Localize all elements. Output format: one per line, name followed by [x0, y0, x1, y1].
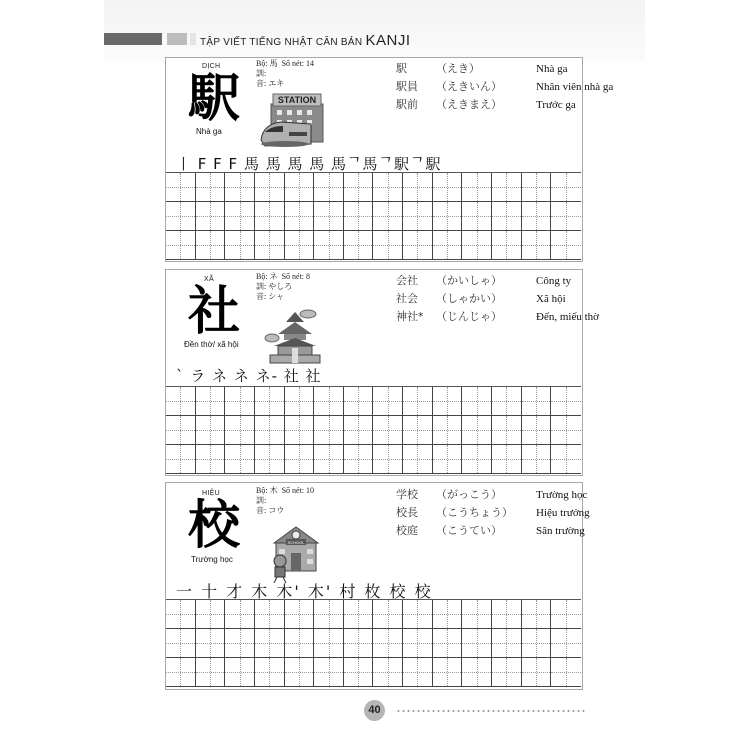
vocab-word: 社会	[396, 292, 418, 305]
practice-cell[interactable]	[403, 416, 433, 445]
practice-cell[interactable]	[492, 173, 522, 202]
practice-cell[interactable]	[522, 600, 552, 629]
practice-cell[interactable]	[403, 202, 433, 231]
practice-cell[interactable]	[344, 231, 374, 260]
vocab-item	[396, 290, 599, 308]
practice-cell[interactable]	[462, 658, 492, 687]
radical-label: Bộ:	[256, 486, 268, 495]
vocab-item	[396, 522, 590, 540]
vocab-word: 駅員	[396, 80, 418, 93]
vocab-meaning: Sân trường	[536, 525, 585, 537]
kanji-meaning: Nhà ga	[196, 127, 222, 136]
practice-cell[interactable]	[403, 658, 433, 687]
practice-cell[interactable]	[492, 629, 522, 658]
practice-cell[interactable]	[166, 658, 196, 687]
radical-label: Bộ:	[256, 59, 268, 68]
vocab-reading: （こうちょう）	[436, 506, 513, 519]
on-label: 音:	[256, 292, 267, 301]
practice-cell[interactable]	[373, 658, 403, 687]
stroke-count-label: Số nét:	[281, 59, 305, 68]
radical: 木	[269, 486, 278, 495]
practice-cell[interactable]	[255, 173, 285, 202]
practice-cell[interactable]	[522, 202, 552, 231]
practice-cell[interactable]	[551, 387, 581, 416]
stroke-order: 丨 F F F 馬 馬 馬 馬 馬ᄀ馬ᄀ駅ᄀ駅	[176, 155, 442, 173]
practice-cell[interactable]	[522, 387, 552, 416]
practice-cell[interactable]	[462, 416, 492, 445]
practice-cell[interactable]	[373, 629, 403, 658]
kun-label: 訓:	[256, 69, 267, 78]
practice-cell[interactable]	[344, 202, 374, 231]
practice-cell[interactable]	[225, 600, 255, 629]
vocab-word: 学校	[396, 488, 418, 501]
practice-cell[interactable]	[462, 231, 492, 260]
practice-cell[interactable]	[551, 202, 581, 231]
vocab-item	[396, 78, 613, 96]
practice-cell[interactable]	[403, 600, 433, 629]
practice-cell[interactable]	[522, 658, 552, 687]
train-station-illustration	[259, 92, 329, 150]
practice-cell[interactable]	[285, 416, 315, 445]
vocab-item	[396, 486, 590, 504]
vocab-reading: （こうてい）	[436, 524, 502, 537]
practice-cell[interactable]	[373, 416, 403, 445]
book-title-kanji: KANJI	[365, 32, 411, 49]
practice-cell[interactable]	[225, 202, 255, 231]
practice-cell[interactable]	[314, 600, 344, 629]
practice-cell[interactable]	[373, 387, 403, 416]
kun-label: 訓:	[256, 282, 267, 291]
header-bar-lighter	[190, 33, 196, 45]
practice-cell[interactable]	[462, 445, 492, 474]
stroke-count-label: Số nét:	[281, 272, 305, 281]
vocab-meaning: Trường học	[536, 489, 588, 501]
vocab-reading: （かいしゃ）	[436, 274, 502, 287]
practice-cell[interactable]	[403, 629, 433, 658]
practice-cell[interactable]	[225, 629, 255, 658]
practice-cell[interactable]	[403, 387, 433, 416]
practice-cell[interactable]	[314, 416, 344, 445]
vocab-item	[396, 308, 599, 326]
practice-cell[interactable]	[196, 629, 226, 658]
practice-cell[interactable]	[285, 445, 315, 474]
practice-cell[interactable]	[522, 416, 552, 445]
practice-cell[interactable]	[433, 202, 463, 231]
hanviet-reading: HIỆU	[202, 490, 220, 497]
svg-text:STATION: STATION	[277, 95, 317, 105]
practice-cell[interactable]	[551, 629, 581, 658]
practice-cell[interactable]	[166, 600, 196, 629]
practice-cell[interactable]	[255, 387, 285, 416]
vocab-word: 校庭	[396, 524, 418, 537]
practice-cell[interactable]	[166, 387, 196, 416]
vocab-item	[396, 96, 613, 114]
practice-cell[interactable]	[344, 173, 374, 202]
practice-cell[interactable]	[285, 658, 315, 687]
practice-cell[interactable]	[225, 658, 255, 687]
practice-cell[interactable]	[255, 231, 285, 260]
practice-cell[interactable]	[166, 231, 196, 260]
practice-cell[interactable]	[255, 629, 285, 658]
vocab-meaning: Công ty	[536, 275, 572, 287]
practice-cell[interactable]	[225, 445, 255, 474]
practice-cell[interactable]	[373, 231, 403, 260]
kanji-character: 校	[188, 496, 241, 556]
vocab-meaning: Hiệu trưởng	[536, 507, 590, 519]
practice-grid[interactable]	[166, 172, 581, 260]
practice-cell[interactable]	[285, 600, 315, 629]
practice-cell[interactable]	[344, 600, 374, 629]
practice-cell[interactable]	[196, 445, 226, 474]
stroke-count-label: Số nét:	[281, 486, 305, 495]
practice-cell[interactable]	[373, 600, 403, 629]
on-reading: コウ	[268, 506, 285, 515]
practice-cell[interactable]	[492, 600, 522, 629]
vocab-reading: （えき）	[436, 62, 480, 75]
practice-cell[interactable]	[344, 658, 374, 687]
practice-cell[interactable]	[225, 231, 255, 260]
practice-cell[interactable]	[285, 173, 315, 202]
kanji-info	[256, 272, 310, 302]
practice-cell[interactable]	[344, 387, 374, 416]
vocab-item	[396, 272, 599, 290]
radical-label: Bộ:	[256, 272, 268, 281]
vocabulary-list	[396, 60, 613, 114]
practice-cell[interactable]	[255, 202, 285, 231]
practice-cell[interactable]	[492, 202, 522, 231]
practice-cell[interactable]	[166, 173, 196, 202]
practice-cell[interactable]	[492, 658, 522, 687]
practice-grid[interactable]	[166, 599, 581, 687]
practice-cell[interactable]	[196, 231, 226, 260]
kanji-info	[256, 59, 314, 89]
practice-cell[interactable]	[196, 658, 226, 687]
practice-cell[interactable]	[314, 202, 344, 231]
practice-cell[interactable]	[373, 445, 403, 474]
radical: ネ	[269, 272, 278, 281]
practice-cell[interactable]	[522, 629, 552, 658]
practice-cell[interactable]	[433, 387, 463, 416]
svg-text:SCHOOL: SCHOOL	[287, 540, 305, 545]
practice-cell[interactable]	[522, 445, 552, 474]
stroke-order: ` ラ ネ ネ ネ- 社 社	[176, 367, 322, 385]
vocab-word: 会社	[396, 274, 418, 287]
practice-cell[interactable]	[433, 416, 463, 445]
vocab-reading: （がっこう）	[436, 488, 502, 501]
practice-cell[interactable]	[166, 416, 196, 445]
hanviet-reading: XÃ	[204, 276, 214, 283]
vocab-meaning: Trước ga	[536, 99, 576, 111]
book-title	[200, 32, 411, 49]
practice-cell[interactable]	[433, 231, 463, 260]
header-bar-dark	[104, 33, 162, 45]
stroke-count: 14	[306, 59, 315, 68]
practice-cell[interactable]	[492, 231, 522, 260]
practice-cell[interactable]	[522, 231, 552, 260]
practice-cell[interactable]	[196, 387, 226, 416]
practice-cell[interactable]	[255, 416, 285, 445]
practice-cell[interactable]	[433, 445, 463, 474]
practice-cell[interactable]	[255, 658, 285, 687]
practice-cell[interactable]	[344, 629, 374, 658]
practice-cell[interactable]	[462, 387, 492, 416]
vocab-meaning: Đến, miếu thờ	[536, 311, 599, 323]
practice-cell[interactable]	[492, 416, 522, 445]
vocab-reading: （しゃかい）	[436, 292, 502, 305]
radical: 馬	[269, 59, 278, 68]
practice-cell[interactable]	[196, 202, 226, 231]
book-title-prefix: TẬP VIẾT TIẾNG NHẬT CĂN BẢN	[200, 37, 366, 48]
practice-cell[interactable]	[314, 629, 344, 658]
kanji-character: 駅	[188, 69, 241, 129]
header-bar-light	[167, 33, 187, 45]
kanji-section-sha	[165, 269, 599, 476]
vocab-item	[396, 60, 613, 78]
vocab-meaning: Nhân viên nhà ga	[536, 81, 614, 93]
kanji-meaning: Trường học	[191, 555, 233, 564]
practice-cell[interactable]	[196, 416, 226, 445]
practice-cell[interactable]	[166, 629, 196, 658]
practice-cell[interactable]	[522, 173, 552, 202]
practice-cell[interactable]	[403, 173, 433, 202]
on-label: 音:	[256, 79, 267, 88]
kun-label: 訓:	[256, 496, 267, 505]
kanji-section-eki	[165, 57, 614, 262]
practice-cell[interactable]	[373, 202, 403, 231]
kanji-info	[256, 486, 314, 516]
practice-cell[interactable]	[225, 416, 255, 445]
vocab-reading: （えきいん）	[436, 80, 502, 93]
practice-cell[interactable]	[225, 387, 255, 416]
practice-cell[interactable]	[492, 445, 522, 474]
vocab-word: 駅	[396, 62, 407, 75]
kanji-character: 社	[188, 282, 241, 342]
practice-cell[interactable]	[551, 231, 581, 260]
practice-cell[interactable]	[462, 629, 492, 658]
practice-cell[interactable]	[551, 600, 581, 629]
vocabulary-list	[396, 272, 599, 326]
vocab-item	[396, 504, 590, 522]
practice-cell[interactable]	[551, 658, 581, 687]
practice-cell[interactable]	[285, 387, 315, 416]
practice-cell[interactable]	[166, 445, 196, 474]
practice-cell[interactable]	[492, 387, 522, 416]
practice-cell[interactable]	[255, 445, 285, 474]
practice-cell[interactable]	[433, 629, 463, 658]
vocabulary-list	[396, 486, 590, 540]
practice-cell[interactable]	[314, 387, 344, 416]
page-header-band	[104, 0, 645, 62]
kun-reading: やしろ	[268, 282, 293, 291]
vocab-meaning: Nhà ga	[536, 63, 568, 75]
vocab-word: 駅前	[396, 98, 418, 111]
practice-grid[interactable]	[166, 386, 581, 474]
practice-cell[interactable]	[255, 600, 285, 629]
practice-cell[interactable]	[462, 173, 492, 202]
shrine-illustration	[264, 308, 326, 364]
practice-cell[interactable]	[403, 231, 433, 260]
practice-cell[interactable]	[433, 658, 463, 687]
practice-cell[interactable]	[433, 173, 463, 202]
stroke-order: 一 十 才 木 木' 木' 村 枚 校 校	[176, 582, 433, 601]
practice-cell[interactable]	[344, 445, 374, 474]
on-reading: エキ	[268, 79, 285, 88]
kanji-meaning: Đền thờ/ xã hội	[184, 340, 239, 349]
practice-cell[interactable]	[551, 173, 581, 202]
practice-cell[interactable]	[225, 173, 255, 202]
kanji-section-kou	[165, 482, 590, 690]
practice-cell[interactable]	[314, 445, 344, 474]
practice-cell[interactable]	[166, 202, 196, 231]
practice-cell[interactable]	[551, 416, 581, 445]
practice-cell[interactable]	[314, 658, 344, 687]
hanviet-reading: DỊCH	[202, 63, 221, 70]
footer-dotted-line	[396, 710, 586, 712]
vocab-meaning: Xã hội	[536, 293, 566, 305]
practice-cell[interactable]	[285, 629, 315, 658]
practice-cell[interactable]	[285, 231, 315, 260]
page-number: 40	[364, 700, 385, 721]
practice-cell[interactable]	[344, 416, 374, 445]
stroke-count: 10	[306, 486, 315, 495]
practice-cell[interactable]	[551, 445, 581, 474]
practice-cell[interactable]	[314, 173, 344, 202]
vocab-word: 神社*	[396, 310, 424, 323]
on-reading: シャ	[268, 292, 285, 301]
practice-cell[interactable]	[403, 445, 433, 474]
on-label: 音:	[256, 506, 267, 515]
practice-cell[interactable]	[196, 600, 226, 629]
practice-cell[interactable]	[314, 231, 344, 260]
practice-cell[interactable]	[462, 600, 492, 629]
practice-cell[interactable]	[373, 173, 403, 202]
practice-cell[interactable]	[196, 173, 226, 202]
vocab-word: 校長	[396, 506, 418, 519]
practice-cell[interactable]	[462, 202, 492, 231]
vocab-reading: （じんじゃ）	[436, 310, 502, 323]
school-illustration	[266, 521, 324, 583]
practice-cell[interactable]	[433, 600, 463, 629]
stroke-count: 8	[306, 272, 311, 281]
practice-cell[interactable]	[285, 202, 315, 231]
vocab-reading: （えきまえ）	[436, 98, 502, 111]
